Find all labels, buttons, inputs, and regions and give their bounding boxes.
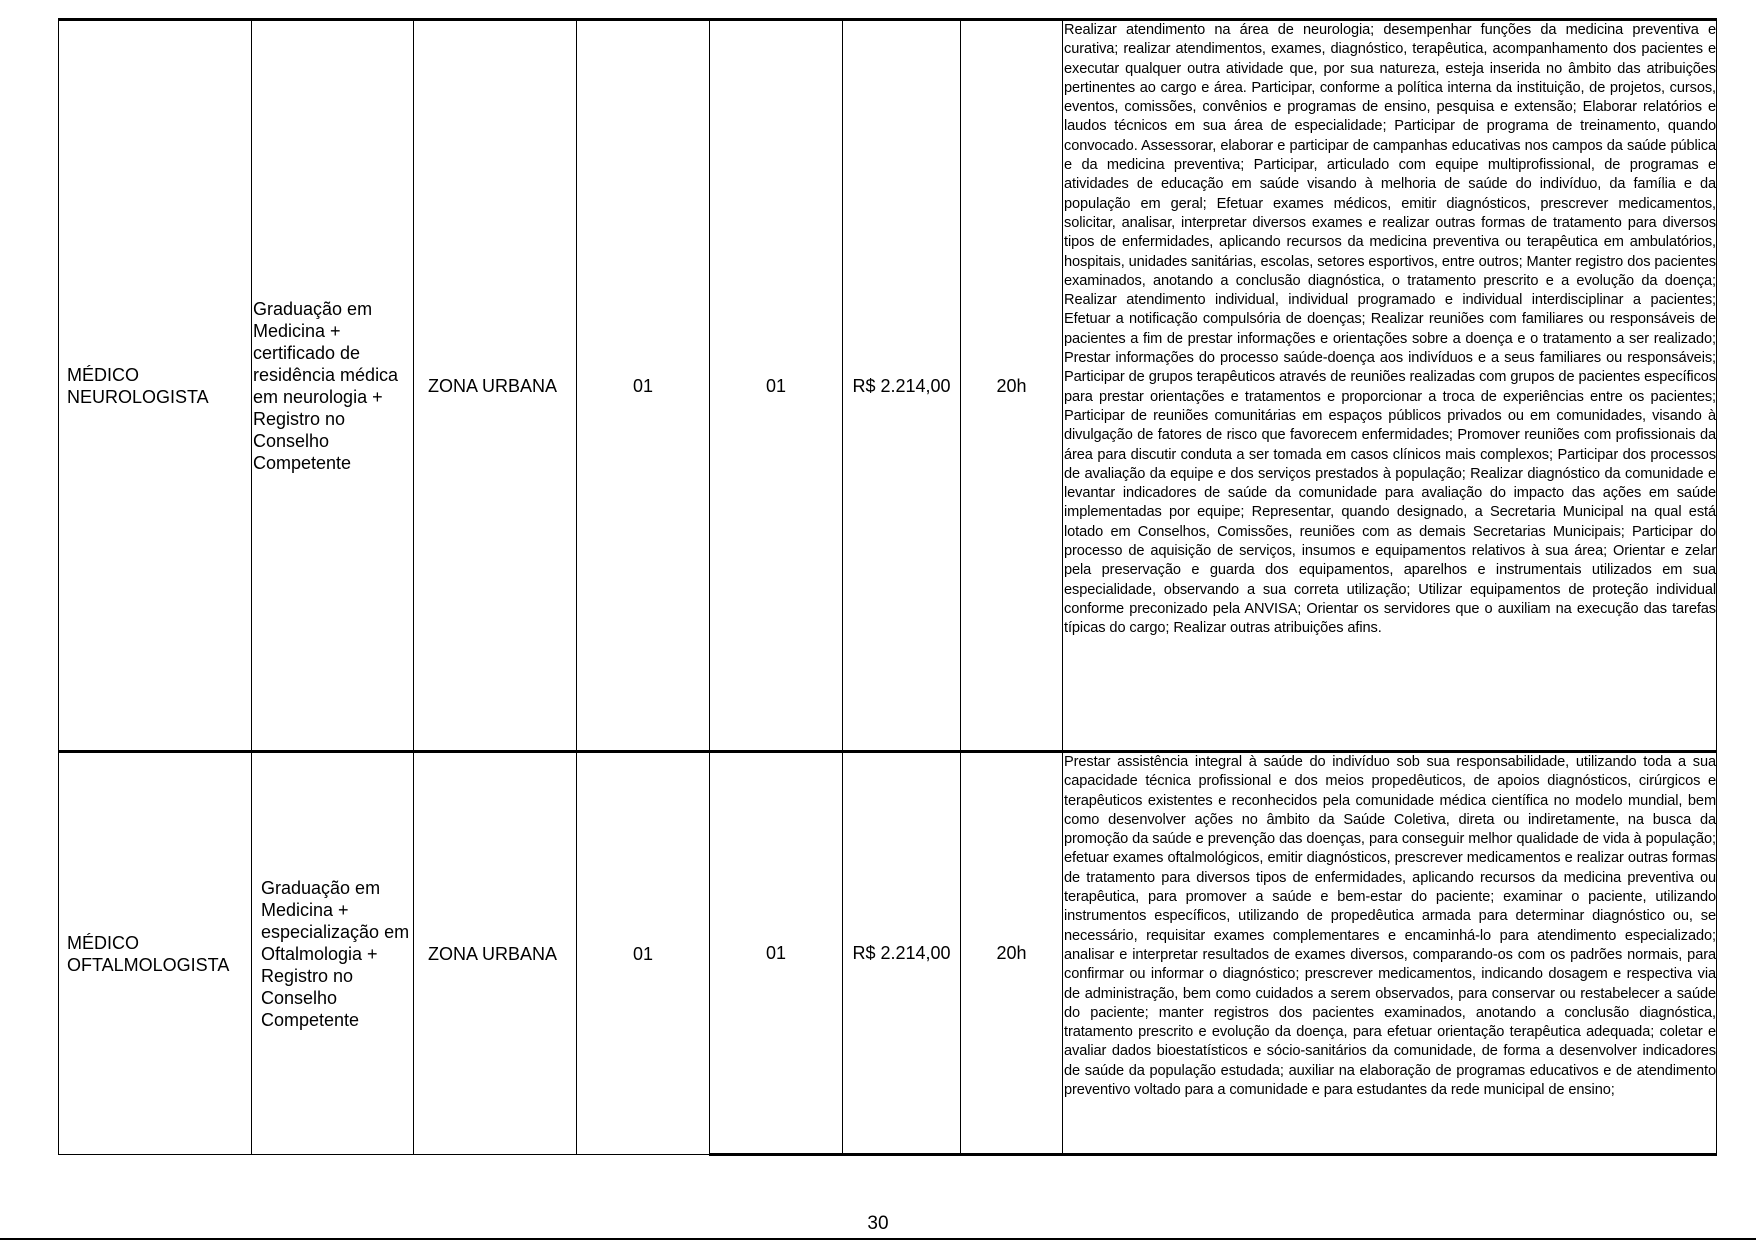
carga-horaria-text: 20h — [996, 943, 1027, 963]
atribuicoes-cell — [1063, 752, 1717, 1155]
requisitos-text: Graduação em Medicina + certificado de residência médica em neurologia + Registro no Conselho Competente — [253, 298, 399, 473]
local-cell — [414, 752, 577, 1155]
atribuicoes-text: Prestar assistência integral à saúde do indivíduo sob sua responsabilidade, utilizando toda a sua capacidade técnica profissional e dos meios propedêuticos, de apoios diagnósticos, cirúrgicos e terapêuticos existentes e reconhecidos pela comunidade médica científica no modelo mundial, bem como desenvolver ações no âmbito da Saúde Coletiva, direta ou indiretamente, na busca da promoção da saúde e prevenção das doenças, para conseguir melhor qualidade de vida à população; efetuar exames oftalmológicos, emitir diagnósticos, prescrever medicamentos e realizar outras formas de tratamento para diversos tipos de enfermidades, aplicando recursos da medicina preventiva ou terapêutica, para promover a saúde e bem-estar do paciente; examinar o paciente, utilizando instrumentos específicos, utilizando de propedêutica armada para determinar diagnóstico ou, se necessário, requisitar exames complementares e encaminhá-lo para atendimento especializado; analisar e interpretar resultados de exames diversos, comparando-os com os padrões normais, para confirmar ou informar o diagnóstico; prescrever medicamentos, indicando dosagem e respectiva via de administração, bem como cuidados a serem observados, para conservar ou restabelecer a saúde do paciente; manter registros dos pacientes examinados, anotando a conclusão diagnóstica, tratamento prescrito e evolução da doença, para efetuar orientação terapêutica adequada; coletar e avaliar dados bioestatísticos e sócio-sanitários da comunidade, de forma a desenvolver indicadores de saúde da população estudada; auxiliar na elaboração de programas educativos e de atendimento preventivo voltado para a comunidade e para estudantes da rede municipal de ensino; — [1064, 754, 1716, 1099]
cargo-cell — [59, 20, 252, 752]
requisitos-text: Graduação em Medicina + especialização em Oftalmologia + Registro no Conselho Competente — [261, 877, 410, 1030]
carga-horaria-cell — [961, 20, 1063, 752]
local-text: ZONA URBANA — [428, 943, 558, 964]
requisitos-cell — [252, 20, 414, 752]
atribuicoes-cell — [1063, 20, 1717, 752]
cargo-text: MÉDICO NEUROLOGISTA — [67, 364, 209, 407]
table-row — [59, 752, 1717, 1155]
vagas-cr-text: 01 — [765, 943, 787, 963]
vencimento-text: R$ 2.214,00 — [852, 375, 951, 396]
vencimento-cell — [843, 752, 961, 1155]
vagas-cr-cell — [710, 752, 843, 1155]
requisitos-cell — [252, 752, 414, 1155]
atribuicoes-text: Realizar atendimento na área de neurologia; desempenhar funções da medicina preventiva e curativa; realizar atendimentos, exames, diagnóstico, terapêutica, acompanhamento dos pacientes e executar qualquer outra atividade que, por sua natureza, esteja inserida no âmbito das atribuições pertinentes ao cargo e área. Participar, conforme a política interna da instituição, de projetos, cursos, eventos, comissões, convênios e programas de ensino, pesquisa e extensão; Elaborar relatórios e laudos técnicos em sua área de especialidade; Participar de programa de treinamento, quando convocado. Assessorar, elaborar e participar de campanhas educativas nos campos da saúde pública e da medicina preventiva; Participar, articulado com equipe multiprofissional, de programas e atividades de educação em saúde visando à melhoria de saúde do indivíduo, da família e da população em geral; Efetuar exames médicos, emitir diagnósticos, prescrever medicamentos, solicitar, analisar, interpretar diversos exames e realizar outras formas de tratamento para diversos tipos de enfermidades, aplicando recursos da medicina preventiva ou terapêutica em ambulatórios, hospitais, unidades sanitárias, escolas, setores esportivos, entre outros; Manter registro dos pacientes examinados, anotando a conclusão diagnóstica, o tratamento prescrito e a evolução da doença; Realizar atendimento individual, individual programado e individual interdisciplinar a pacientes; Efetuar a notificação compulsória de doenças; Realizar reuniões com familiares ou responsáveis de pacientes a fim de prestar informações e orientações sobre a doença e o tratamento a ser realizado; Prestar informações do processo saúde-doença aos indivíduos e a seus familiares ou responsáveis; Participar de grupos terapêuticos através de reuniões realizadas com grupos de pacientes específicos para prestar orientações e tratamentos e proporcionar a troca de experiências entre os pacientes; Participar de reuniões comunitárias em espaços públicos privados ou em comunidades, visando à divulgação de fatores de risco que favorecem enfermidades; Promover reuniões com profissionais da área para discutir conduta a ser tomada em casos clínicos mais complexos; Participar dos processos de avaliação da equipe e dos serviços prestados à população; Realizar diagnóstico da comunidade e levantar indicadores de saúde da comunidade para avaliação do impacto das ações em saúde implementadas por equipe; Representar, quando designado, a Secretaria Municipal na qual está lotado em Conselhos, Comissões, reuniões com as demais Secretarias Municipais; Participar do processo de aquisição de serviços, insumos e equipamentos relativos à sua área; Orientar e zelar pela preservação e guarda dos equipamentos, aparelhos e instrumentais utilizados em sua especialidade, observando a sua correta utilização; Utilizar equipamentos de proteção individual conforme preconizado pela ANVISA; Orientar os servidores que o auxiliam na execução das tarefas típicas do cargo; Realizar outras atribuições afins. — [1064, 22, 1716, 637]
local-cell — [414, 20, 577, 752]
vagas-text: 01 — [632, 375, 654, 396]
vencimento-text: R$ 2.214,00 — [852, 943, 951, 963]
page-number: 30 — [867, 1213, 889, 1234]
vagas-cell — [577, 20, 710, 752]
local-text: ZONA URBANA — [428, 375, 558, 396]
vagas-text: 01 — [632, 943, 654, 964]
vencimento-cell — [843, 20, 961, 752]
table-row — [59, 20, 1717, 752]
bottom-rule — [0, 1238, 1756, 1240]
vagas-cr-text: 01 — [765, 375, 787, 396]
positions-table — [58, 18, 1717, 1156]
vagas-cell — [577, 752, 710, 1155]
carga-horaria-text: 20h — [996, 375, 1027, 396]
cargo-cell — [59, 752, 252, 1155]
vagas-cr-cell — [710, 20, 843, 752]
cargo-text: MÉDICO OFTALMOLOGISTA — [67, 932, 230, 975]
carga-horaria-cell — [961, 752, 1063, 1155]
